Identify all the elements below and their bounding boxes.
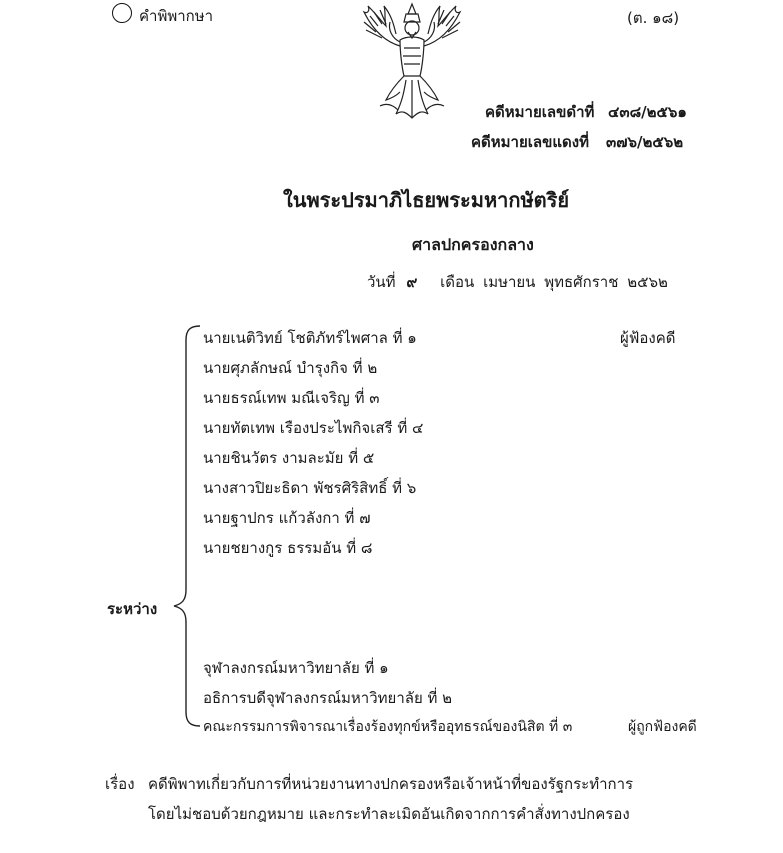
checkbox-label: คำพิพากษา: [139, 7, 214, 25]
date-era-label: พุทธศักราช: [544, 273, 619, 291]
plaintiff-role: ผู้ฟ้องคดี: [620, 329, 676, 347]
date-line: [367, 270, 668, 294]
black-case-label: คดีหมายเลขดำที่: [485, 103, 595, 121]
judgment-checkbox: [112, 3, 132, 23]
subject-line-2: โดยไม่ชอบด้วยกฎหมาย และกระทำละเมิดอันเกิดจากการคำสั่งทางปกครอง: [148, 805, 630, 823]
black-case-number: ๔๓๘/๒๕๖๑: [608, 103, 687, 121]
plaintiff-4: นายทัตเทพ เรืองประไพกิจเสรี ที่ ๔: [203, 419, 424, 437]
plaintiff-7: นายฐาปกร แก้วลังกา ที่ ๗: [203, 509, 371, 527]
plaintiff-6: นางสาวปิยะธิดา พัชรศิริสิทธิ์ ที่ ๖: [203, 479, 417, 497]
date-month-label: เดือน: [440, 273, 475, 291]
plaintiff-5: นายชินวัตร งามละมัย ที่ ๕: [203, 449, 375, 467]
date-day-label: วันที่: [367, 273, 396, 291]
subject-label: เรื่อง: [105, 775, 135, 793]
page-title: ในพระปรมาภิไธยพระมหากษัตริย์: [283, 188, 570, 212]
plaintiff-2: นายศุภลักษณ์ บำรุงกิจ ที่ ๒: [203, 359, 378, 377]
form-code: (ต. ๑๘): [627, 9, 680, 27]
date-month: เมษายน: [483, 273, 536, 291]
date-day: ๙: [406, 273, 418, 291]
red-case-number: ๓๗๖/๒๕๖๒: [606, 133, 684, 151]
parties-brace: [170, 322, 204, 732]
plaintiff-1: นายเนติวิทย์ โชติภัทร์ไพศาล ที่ ๑: [203, 329, 417, 347]
between-label: ระหว่าง: [107, 600, 158, 618]
plaintiff-3: นายธรณ์เทพ มณีเจริญ ที่ ๓: [203, 389, 380, 407]
defendant-1: จุฬาลงกรณ์มหาวิทยาลัย ที่ ๑: [203, 659, 389, 677]
defendant-3: คณะกรรมการพิจารณาเรื่องร้องทุกข์หรืออุทธรณ์ของนิสิต ที่ ๓: [203, 719, 573, 735]
subject-line-1: คดีพิพาทเกี่ยวกับการที่หน่วยงานทางปกครองหรือเจ้าหน้าที่ของรัฐกระทำการ: [148, 775, 634, 793]
plaintiff-8: นายชยางกูร ธรรมอัน ที่ ๘: [203, 539, 373, 557]
red-case-label: คดีหมายเลขแดงที่: [471, 133, 589, 151]
defendant-role: ผู้ถูกฟ้องคดี: [628, 719, 697, 735]
defendant-2: อธิการบดีจุฬาลงกรณ์มหาวิทยาลัย ที่ ๒: [203, 689, 453, 707]
date-year: ๒๕๖๒: [627, 273, 668, 291]
court-name: ศาลปกครองกลาง: [412, 235, 534, 254]
garuda-emblem: [356, 2, 468, 122]
